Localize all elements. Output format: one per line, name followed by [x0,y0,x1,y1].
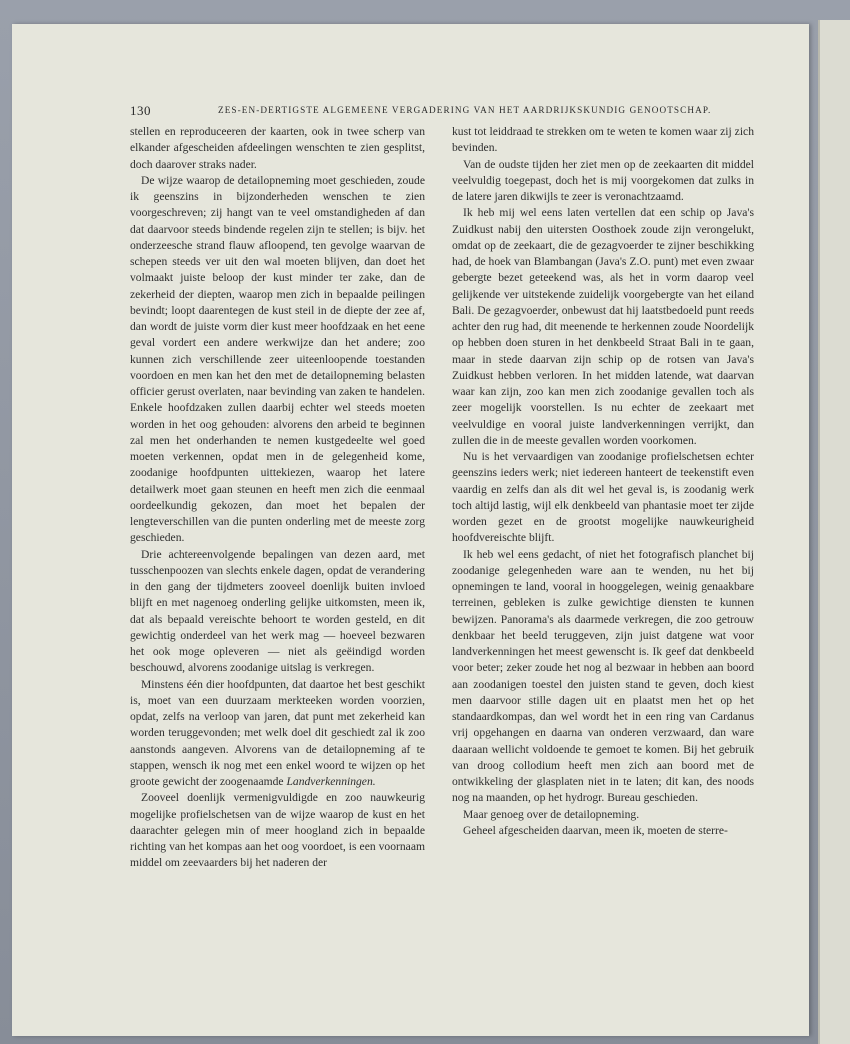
paragraph: Geheel afgescheiden daarvan, meen ik, moeten de sterre- [463,823,728,837]
adjacent-page-edge [818,20,850,1044]
paragraph: kust tot leiddraad te strekken om te weten te komen waar zij zich bevinden. [452,125,754,155]
page-number: 130 [130,103,151,118]
paragraph: Nu is het vervaardigen van zoodanige profielschetsen echter geenszins ieders werk; niet iedereen hanteert de teekenstift even vaardig en zelfs dan als dit wel het geval is, is zoodanig werk toch altijd lastig, wijl elk denkbeeld van phantasie moet ter zijde worden gezet en de grootst mogelijke nauwkeurigheid hoofdvereischte blijft. [452,450,754,545]
paragraph: Maar genoeg over de detailopneming. [463,807,640,821]
left-column [130,124,425,872]
page-header [130,103,762,119]
paragraph: Ik heb mij wel eens laten vertellen dat een schip op Java's Zuidkust nabij den uitersten Oosthoek zoude zijn verongelukt, omdat op de zeekaart, die de gezagvoerder te zijner beschikking had, de hoek van Blambangan (Java's Z.O. punt) met even zwaar gebergte bezet geteekend was, als het in vorm daarop veel gelijkende ver uitstekende zuidelijk voorgebergte van het eiland Bali. De gezagvoerder, onbewust dat hij laatstbedoeld punt reeds achter den rug had, dit meenende te herkennen zoude Noordelijk op hebben doen sturen in het denkbeeld Straat Bali in te gaan, maar in stede daarvan zijn schip op de rotsen van Java's Zuidkust hebben verloren. In het midden latende, wat daarvan waar kan zijn, zoo kan men zich zoodanige gevallen toch als zeer mogelijk voorstellen. Is nu echter de zeekaart met veelvuldige en vooral juiste landverkenningen verrijkt, dan zullen die in de meeste gevallen worden voorkomen. [452,206,754,447]
paragraph-text: Minstens één dier hoofdpunten, dat daartoe het best geschikt is, moet van een duurzaam merkteeken worden voorzien, opdat, zelfs na verloop van jaren, dat punt met zekerheid kan worden teruggevonden; met welk doel dit geschiedt zal ik zoo aanstonds aangeven. Alvorens van de detailopneming af te stappen, wensch ik nog met een enkel woord te wijzen op het groote gewicht der zoogenaamde [130,677,425,788]
paragraph: Ik heb wel eens gedacht, of niet het fotografisch planchet bij zoodanige gelegenheden ware aan te wenden, nu het bij opnemingen te land, vooral in hooggelegen, weinig genaakbare terreinen, gebleken is zulke gewichtige diensten te kunnen bewijzen. Panorama's als daarmede verkregen, die zoo getrouw denkbaar het beeld teruggeven, zijn juist datgene wat voor landverkenningen het meest gewenscht is. Ik geef dat denkbeeld voor beter; zeker zoude het nog al bezwaar in hebben aan boord aan zoodanigen toestel den juisten stand te geven, doch kiest men daarvoor stille dagen uit en plaatst men het op het standaardkompas, dan wel wordt het in een ring van Cardanus vrij opgehangen en daarna van onderen verzwaard, dan ware daaraan wellicht voldoende te gemoet te komen. Bij het gebruik van droog collodium heeft men zich aan boord met de ontwikkeling der glasplaten niet in te laten; dit kan, des noods nog na maanden, op het hydrogr. Bureau geschieden. [452,547,754,805]
paragraph: Van de oudste tijden her ziet men op de zeekaarten dit middel veelvuldig toegepast, doch het is mij voorgekomen dat zulks in de latere jaren dikwijls te zeer is veronachtzaamd. [452,157,754,203]
paragraph: stellen en reproduceeren der kaarten, ook in twee scherp van elkander afgescheiden afdeelingen wenschten te zien gesplitst, doch daarover straks nader. [130,125,425,171]
paragraph: Zooveel doenlijk vermenigvuldigde en zoo nauwkeurig mogelijke profielschetsen van de wijze waarop de kust en het daarachter gelegen min of meer hoogland zich in bepaalde richting van het kompas aan het oog voordoet, is een voornaam middel om zeevaarders bij het naderen der [130,791,425,870]
running-head: ZES-EN-DERTIGSTE ALGEMEENE VERGADERING VAN HET AARDRIJKSKUNDIG GENOOTSCHAP. [218,105,712,115]
paragraph: De wijze waarop de detailopneming moet geschieden, zoude ik geenszins in bijzonderheden wenschen te zien voorgeschreven; zij hangt van te veel omstandigheden af dan dat daarvoor steeds bindende regelen zijn te stellen; is bijv. het onderzeesche strand flauw afloopend, ten gevolge waarvan de schepen steeds ver uit den wal moeten blijven, dan doet het volmaakt juiste beloop der kust minder ter zake, dan de zekerheid der diepten, waarop men zich in bepaalde peilingen bevindt; loopt daarentegen de kust steil in de diepte der zee af, dan wordt de juiste vorm dier kust meer hoofdzaak en het eene geval vordert een andere werkwijze dan het andere; zoo kunnen zich verschillende zeer uiteenloopende toestanden voordoen en men kan het den met de detailopneming belasten officier gerust overlaten, naar bevinding van zaken te handelen. Enkele hoofdzaken zullen daarbij echter wel steeds moeten worden in het oog gehouden: alvorens den arbeid te beginnen zal men het onderhanden te nemen kustgedeelte wel goed moeten verkennen, opdat men in de gelegenheid kome, zoodanige hoofdpunten uittekiezen, waarop het latere detailwerk moet gaan steunen en heeft men zich die eenmaal oordeelkundig gekozen, dan moet het bepalen der lengteverschillen van die punten onderling met de meeste zorg geschieden. [130,173,425,545]
italic-term: Landverkenningen. [286,775,376,788]
right-column [452,124,754,839]
book-page [12,24,809,1036]
paragraph-with-term [130,677,425,791]
paragraph: Drie achtereenvolgende bepalingen van dezen aard, met tusschenpoozen van slechts enkele dagen, opdat de verandering in den gang der tijdmeters zooveel doenlijk buiten invloed blijft en met nagenoeg onderling gelijke uitkomsten, meen ik, dat als bepaald vereischte behoort te worden gesteld, en dit gewichtig onderdeel van het werk mag — hoeveel bezwaren het ook moge opleveren — niet als geëindigd worden beschouwd, alvorens zoodanige uitslag is verkregen. [130,547,425,675]
